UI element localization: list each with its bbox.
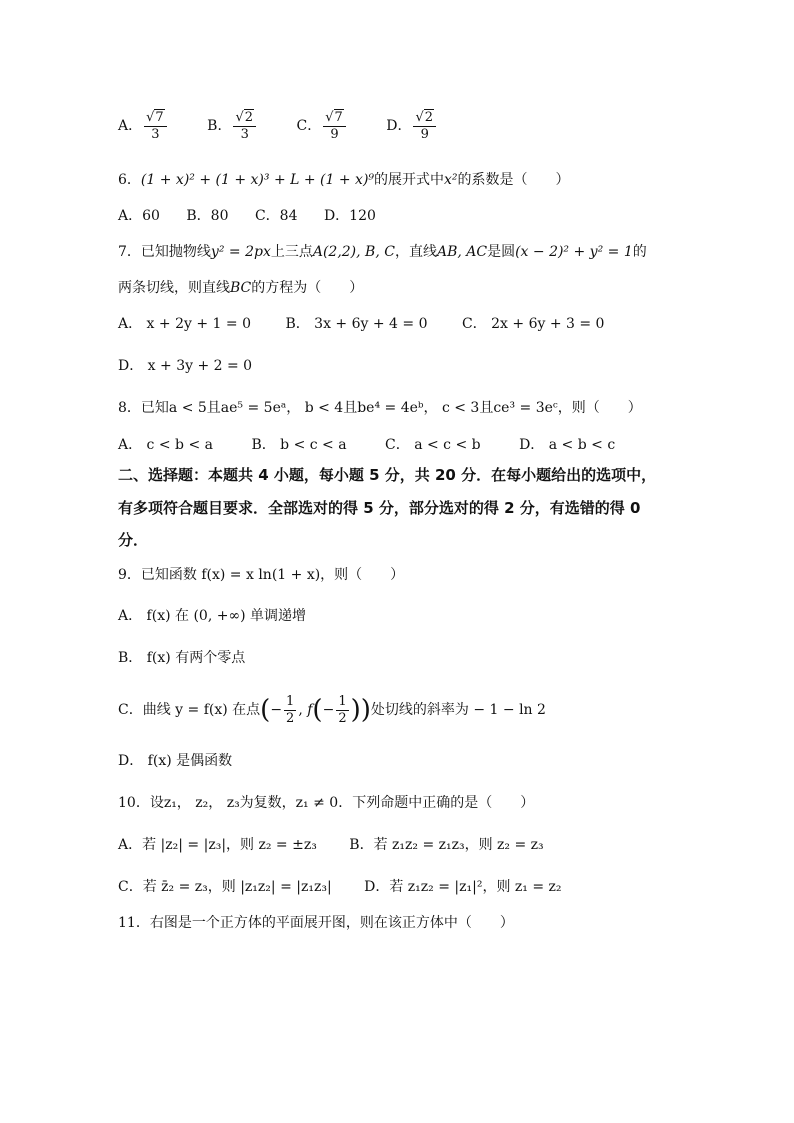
q7-stem-line1 (118, 242, 647, 262)
option-letter: D． (386, 118, 412, 134)
denominator: 3 (240, 126, 249, 142)
q6-option-d: D．120 (323, 208, 376, 224)
math-expression: (1 + x)² + (1 + x)³ + L + (1 + x)⁹ (140, 172, 375, 188)
q9-option-b (118, 648, 245, 668)
q6-options (118, 206, 398, 226)
q10-option-c: C．若 z̄₂ = z₃，则 |z₁z₂| = |z₁z₃| (118, 879, 332, 895)
option-text: D． f(x) 是偶函数 (118, 753, 233, 769)
math-expression: AB, AC (436, 244, 488, 260)
fraction (284, 695, 296, 726)
q7-option-d (118, 356, 252, 376)
q8-option-c: C． a < c < b (385, 437, 481, 453)
fraction: $\frac{√7}{3}$ (144, 111, 167, 142)
math-expression: (x − 2)² + y² = 1 (515, 244, 633, 260)
section-heading-line3 (118, 530, 148, 550)
q6-option-c: C．84 (254, 208, 298, 224)
q7-options (118, 314, 634, 334)
q9-option-d (118, 751, 232, 771)
q7-option-c: C． 2x + 6y + 3 = 0 (461, 316, 605, 332)
math-expression: BC (230, 280, 252, 296)
fraction: $\frac{√2}{9}$ (413, 111, 436, 142)
q5-options (118, 106, 472, 146)
q5-option-d (386, 106, 438, 146)
q8-stem (118, 398, 642, 418)
stem-text: 是圆 (487, 244, 516, 260)
stem-text: ，直线 (394, 244, 437, 260)
radicand: 7 (155, 109, 164, 125)
q5-option-a (118, 106, 169, 146)
radicand: 2 (244, 109, 254, 125)
option-letter: C． (296, 118, 322, 134)
heading-text: 有多项符合题目要求．全部选对的得 5 分，部分选对的得 2 分，有选错的得 0 (118, 499, 641, 517)
section-heading-line1 (118, 465, 656, 485)
denominator: 9 (330, 126, 339, 142)
q10-options-row1 (118, 835, 578, 855)
q7-stem-line2 (118, 278, 363, 298)
option-text: A． f(x) 在 (0, +∞) 单调递增 (118, 608, 307, 624)
q8-option-d: D． a < b < c (519, 437, 616, 453)
q6-option-b: B．80 (186, 208, 229, 224)
q8-option-b: B． b < c < a (251, 437, 347, 453)
heading-text: 分． (118, 531, 149, 549)
stem-text: 的 (632, 244, 647, 260)
q10-option-d: D．若 z₁z₂ = |z₁|²，则 z₁ = z₂ (364, 879, 562, 895)
math-expression: y² = 2px (210, 244, 271, 260)
heading-text: 二、选择题：本题共 4 小题，每小题 5 分，共 20 分．在每小题给出的选项中， (118, 466, 657, 484)
math-expression: A(2,2), B, C (312, 244, 395, 260)
q5-option-b (207, 106, 258, 146)
q5-option-c (296, 106, 347, 146)
q10-option-a: A．若 |z₂| = |z₃|，则 z₂ = ±z₃ (118, 837, 317, 853)
q9-stem (118, 565, 404, 585)
denominator: 9 (420, 126, 429, 142)
denominator: 3 (151, 126, 160, 142)
q10-option-b: B．若 z₁z₂ = z₁z₃，则 z₂ = z₃ (349, 837, 544, 853)
option-letter: A． (118, 118, 143, 134)
stem-text: 的展开式中 (374, 172, 445, 188)
option-letter: B． (207, 118, 232, 134)
q7-option-a: A． x + 2y + 1 = 0 (118, 316, 251, 332)
stem-tail: 的系数是（ ） (457, 172, 570, 188)
math-term: x² (444, 172, 458, 188)
option-text: 处切线的斜率为 − 1 − ln 2 (370, 702, 546, 718)
stem-text: 10．设z₁， z₂， z₃为复数，z₁ ≠ 0．下列命题中正确的是（ ） (118, 795, 535, 811)
q10-stem (118, 793, 534, 813)
q6-option-a: A．60 (118, 208, 160, 224)
stem-text: 两条切线，则直线 (118, 280, 230, 296)
stem-text: 的方程为（ ） (251, 280, 364, 296)
fraction: $\frac{√7}{9}$ (323, 111, 346, 142)
stem-text: 上三点 (270, 244, 313, 260)
stem-text: 7．已知抛物线 (118, 244, 211, 260)
radicand: 7 (334, 109, 343, 125)
stem-text: 8．已知a < 5且ae⁵ = 5eᵃ， b < 4且be⁴ = 4eᵇ， c < 3且ce³ = 3eᶜ，则（ ） (118, 400, 642, 416)
option-text: C．曲线 y = f(x) 在点 (118, 702, 261, 718)
option-text: D． x + 3y + 2 = 0 (118, 358, 253, 374)
section-heading-line2 (118, 498, 640, 518)
q10-options-row2 (118, 877, 596, 897)
denominator: 2 (286, 710, 295, 726)
q7-option-b: B． 3x + 6y + 4 = 0 (285, 316, 428, 332)
denominator: 2 (338, 710, 347, 726)
stem-text: 9．已知函数 f(x) = x ln(1 + x)，则（ ） (118, 567, 405, 583)
radicand: 2 (424, 109, 434, 125)
q9-option-c: C．曲线 y = f(x) 在点(− $\frac{1}{2}$ , f(− $\frac{1}{2}$ ))处切线的斜率为 − 1 − ln 2 (118, 693, 546, 726)
option-text: B． f(x) 有两个零点 (118, 650, 246, 666)
question-number: 6． (118, 172, 141, 188)
q9-option-a (118, 606, 306, 626)
q11-stem (118, 913, 514, 933)
fraction (336, 695, 348, 726)
q8-options (118, 435, 649, 455)
stem-text: 11．右图是一个正方体的平面展开图，则在该正方体中（ ） (118, 915, 514, 931)
q6-stem (118, 170, 570, 190)
numerator: 1 (338, 693, 347, 709)
numerator: 1 (286, 693, 295, 709)
fraction: $\frac{√2}{3}$ (233, 111, 256, 142)
q8-option-a: A． c < b < a (118, 437, 213, 453)
